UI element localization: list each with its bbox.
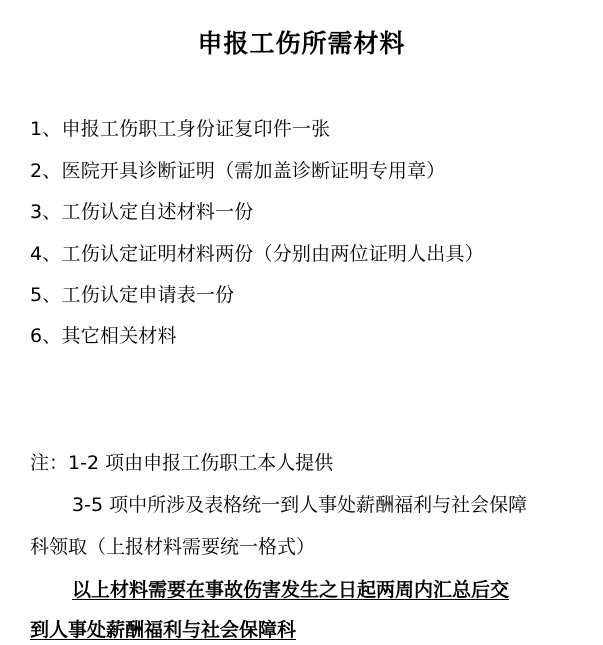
emphasis-line-1: 以上材料需要在事故伤害发生之日起两周内汇总后交 [72, 579, 510, 601]
note-line-3: 科领取（上报材料需要统一格式） [30, 536, 316, 558]
emphasis-line-2: 到人事处薪酬福利与社会保障科 [30, 619, 297, 641]
list-item: 6、其它相关材料 [30, 325, 177, 347]
list-item: 2、医院开具诊断证明（需加盖诊断证明专用章） [30, 160, 446, 182]
list-item: 3、工伤认定自述材料一份 [30, 201, 254, 223]
list-item: 1、申报工伤职工身份证复印件一张 [30, 118, 331, 140]
note-line-1: 注：1-2 项由申报工伤职工本人提供 [30, 452, 334, 474]
note-line-2: 3-5 项中所涉及表格统一到人事处薪酬福利与社会保障 [72, 494, 528, 516]
document-title: 申报工伤所需材料 [197, 29, 406, 58]
list-item: 4、工伤认定证明材料两份（分别由两位证明人出具） [30, 243, 484, 265]
list-item: 5、工伤认定申请表一份 [30, 284, 235, 306]
